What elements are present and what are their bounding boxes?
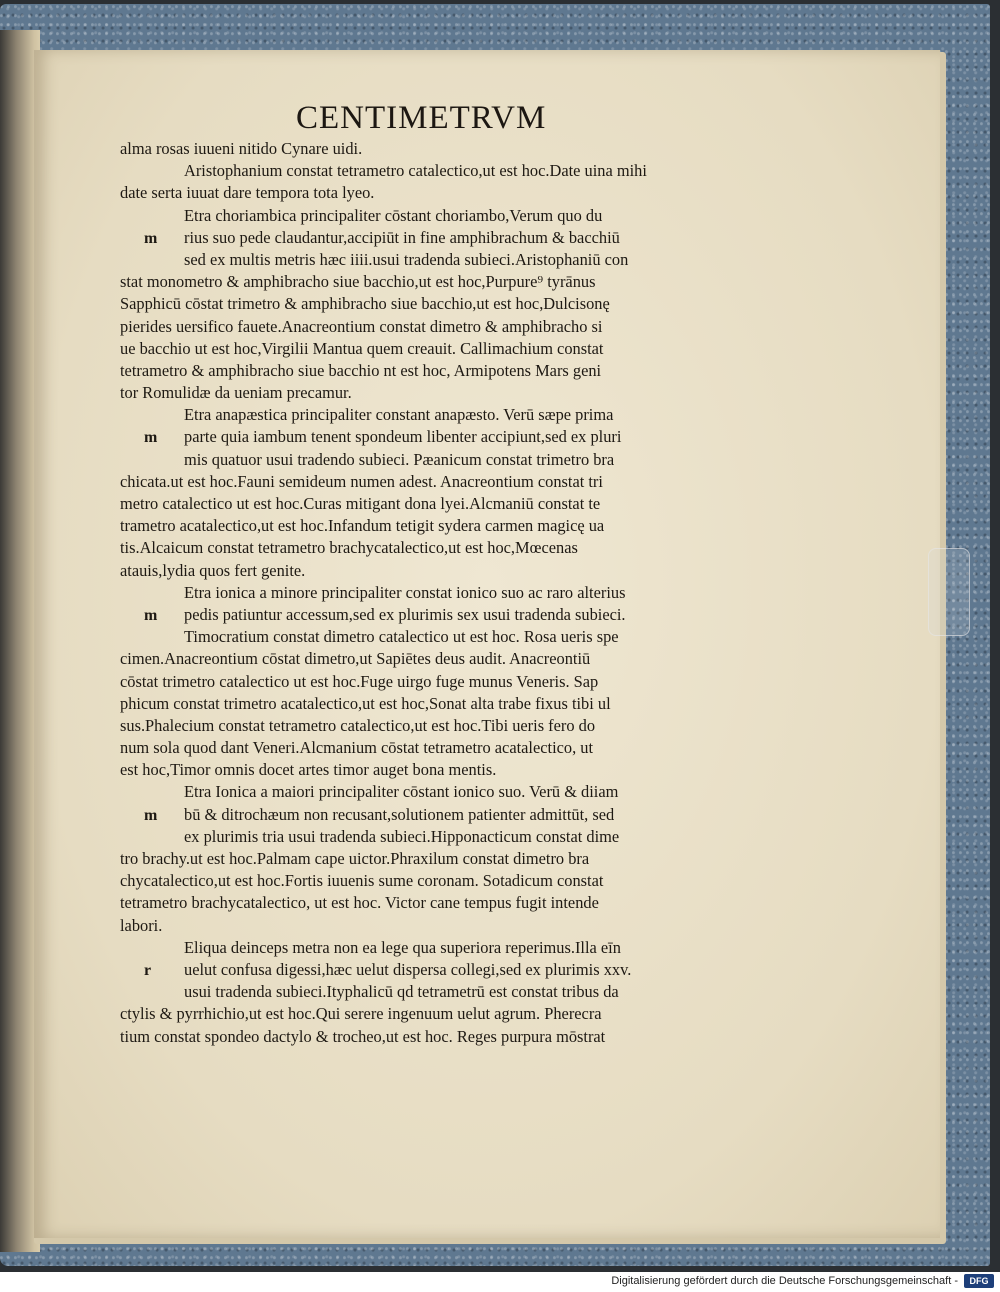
guide-letter: r (144, 961, 152, 979)
text-line: alma rosas iuueni nitido Cynare uidi. (120, 139, 363, 158)
text-line: ctylis & pyrrhichio,ut est hoc.Qui serere ingenuum uelut agrum. Pherecra (120, 1004, 602, 1024)
text-line: cōstat trimetro catalectico ut est hoc.Fuge uirgo fuge munus Veneris. Sap (120, 671, 599, 691)
text-line: date serta iuuat dare tempora tota lyeo. (120, 183, 375, 203)
text-line: Etra choriambica principaliter cōstant choriambo,Verum quo du (184, 205, 603, 225)
line-text: bū & ditrochæum non recusant,solutionem patienter admittūt, sed (184, 804, 615, 824)
text-line: mis quatuor usui tradendo subieci. Pæanicum constat trimetro bra (184, 449, 615, 469)
text-line: Eliqua deinceps metra non ea lege qua superiora reperimus.Illa eīn (184, 937, 621, 957)
guide-letter: m (144, 806, 158, 824)
text-line: tro brachy.ut est hoc.Palmam cape uictor.Phraxilum constat dimetro bra (120, 849, 590, 868)
paragraph (120, 937, 772, 1048)
paragraph (120, 138, 772, 160)
guide-letter: m (144, 429, 158, 447)
paragraph (120, 781, 772, 936)
paragraph (120, 582, 772, 782)
text-line: chicata.ut est hoc.Fauni semideum numen adest. Anacreontium constat tri (120, 471, 603, 491)
text-line: tor Romulidæ da ueniam precamur. (120, 383, 352, 403)
text-line: Aristophanium constat tetrametro catalectico,ut est hoc.Date uina mihi (184, 161, 647, 181)
digitization-credit: Digitalisierung gefördert durch die Deutsche Forschungsgemeinschaft - (611, 1275, 958, 1287)
text-line: est hoc,Timor omnis docet artes timor auget bona mentis. (120, 760, 497, 780)
guide-letter: m (144, 229, 158, 247)
text-line: Timocratium constat dimetro catalectico ut est hoc. Rosa ueris spe (184, 627, 619, 647)
text-line (120, 426, 772, 448)
text-line: stat monometro & amphibracho siue bacchio,ut est hoc,Purpure⁹ tyrānus (120, 272, 596, 292)
text-line: tium constat spondeo dactylo & trocheo,ut est hoc. Reges purpura mōstrat (120, 1026, 606, 1046)
text-line: sed ex multis metris hæc iiii.usui tradenda subieci.Aristophaniū con (184, 249, 629, 269)
page-heading: CENTIMETRVM (296, 100, 547, 136)
text-line: metro catalectico ut est hoc.Curas mitigant dona lyei.Alcmaniū constat te (120, 494, 601, 513)
text-line: Sapphicū cōstat trimetro & amphibracho siue bacchio,ut est hoc,Dulcisonę (120, 294, 610, 314)
text-line (120, 604, 772, 626)
text-line: sus.Phalecium constat tetrametro catalectico,ut est hoc.Tibi ueris fero do (120, 715, 596, 735)
line-text: rius suo pede claudantur,accipiūt in fine amphibrachum & bacchiū (184, 227, 620, 247)
text-line: tetrametro brachycatalectico, ut est hoc. Victor cane tempus fugit intende (120, 893, 599, 913)
line-text: pedis patiuntur accessum,sed ex plurimis sex usui tradenda subieci. (184, 604, 626, 624)
text-line (120, 959, 772, 981)
guide-letter: m (144, 606, 158, 624)
text-line: Etra ionica a minore principaliter constat ionico suo ac raro alterius (184, 582, 626, 602)
text-line: trametro acatalectico,ut est hoc.Infandum tetigit sydera carmen magicę ua (120, 516, 605, 536)
text-line: cimen.Anacreontium cōstat dimetro,ut Sapiētes deus audit. Anacreontiū (120, 649, 591, 669)
text-line: Etra anapæstica principaliter constant anapæsto. Verū sæpe prima (184, 405, 614, 425)
text-line: chycatalectico,ut est hoc.Fortis iuuenis sume coronam. Sotadicum constat (120, 871, 604, 891)
text-line: pierides uersifico fauete.Anacreontium constat dimetro & amphibracho si (120, 316, 603, 336)
text-line: labori. (120, 915, 163, 935)
text-line: atauis,lydia quos fert genite. (120, 560, 306, 580)
text-line: tis.Alcaicum constat tetrametro brachycatalectico,ut est hoc,Mœcenas (120, 538, 578, 558)
paragraph (120, 404, 772, 582)
text-line: ex plurimis tria usui tradenda subieci.Hipponacticum constat dime (184, 826, 620, 846)
text-line: ue bacchio ut est hoc,Virgilii Mantua quem creauit. Callimachium constat (120, 338, 604, 358)
page-clip (928, 548, 970, 636)
text-line: phicum constat trimetro acatalectico,ut est hoc,Sonat alta trabe fixus tibi ul (120, 693, 611, 713)
line-text: parte quia iambum tenent spondeum libenter accipiunt,sed ex pluri (184, 427, 622, 447)
text-line: num sola quod dant Veneri.Alcmanium cōstat tetrametro acatalectico, ut (120, 738, 594, 758)
text-line: tetrametro & amphibracho siue bacchio nt est hoc, Armipotens Mars geni (120, 360, 602, 380)
paragraph (120, 160, 772, 204)
text-line: Etra Ionica a maiori principaliter cōstant ionico suo. Verū & diiam (184, 782, 619, 802)
line-text: uelut confusa digessi,hæc uelut dispersa collegi,sed ex plurimis xxv. (184, 959, 632, 979)
text-line (120, 804, 772, 826)
page-text (120, 138, 772, 1048)
dfg-logo: DFG (964, 1274, 994, 1288)
text-line: usui tradenda subieci.Ityphalicū qd tetrametrū est constat tribus da (184, 982, 619, 1002)
text-line (120, 227, 772, 249)
paragraph (120, 205, 772, 405)
